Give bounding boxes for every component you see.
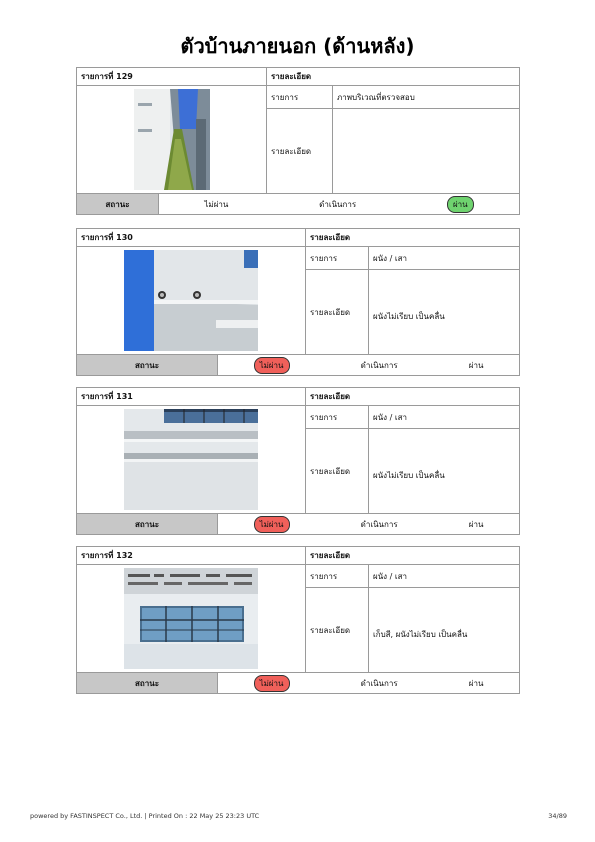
item-label: รายการ <box>271 92 299 102</box>
detail-label: รายละเอียด <box>310 307 351 317</box>
details-header: รายละเอียด <box>305 229 519 246</box>
inspection-photo[interactable] <box>124 250 258 351</box>
status-options <box>217 673 519 693</box>
inspection-photo[interactable] <box>124 568 258 669</box>
status-label: สถานะ <box>77 514 217 534</box>
status-option-in-progress[interactable]: ดำเนินการ <box>319 199 357 209</box>
detail-value: ผนังไม่เรียบ เป็นคลื่น <box>368 270 519 354</box>
detail-label: รายละเอียด <box>310 625 351 635</box>
inspection-photo[interactable] <box>124 409 258 510</box>
details-header: รายละเอียด <box>266 68 519 85</box>
status-option-in-progress[interactable]: ดำเนินการ <box>360 678 398 688</box>
status-option-fail[interactable]: ไม่ผ่าน <box>204 199 229 209</box>
inspection-photo[interactable] <box>134 89 210 190</box>
item-number: รายการที่ 132 <box>81 551 133 560</box>
item-number: รายการที่ 130 <box>81 233 133 242</box>
photo-cell <box>77 86 266 193</box>
inspection-item-132 <box>76 546 520 694</box>
detail-value: ผนังไม่เรียบ เป็นคลื่น <box>368 429 519 513</box>
footer-credits: powered by FASTINSPECT Co., Ltd. | Printed On : 22 May 25 23:23 UTC <box>30 812 260 820</box>
details-header: รายละเอียด <box>305 388 519 405</box>
inspection-item-131 <box>76 387 520 535</box>
inspection-item-129 <box>76 67 520 215</box>
item-number: รายการที่ 129 <box>81 72 133 81</box>
photo-cell <box>77 247 305 354</box>
detail-value <box>332 109 519 193</box>
details-header: รายละเอียด <box>305 547 519 564</box>
item-label: รายการ <box>310 571 338 581</box>
status-option-fail[interactable]: ไม่ผ่าน <box>254 516 290 533</box>
item-number: รายการที่ 131 <box>81 392 133 401</box>
status-option-pass[interactable]: ผ่าน <box>468 678 484 688</box>
photo-cell <box>77 406 305 513</box>
status-options <box>217 355 519 375</box>
detail-value: เก็บสี, ผนังไม่เรียบ เป็นคลื่น <box>368 588 519 672</box>
status-option-fail[interactable]: ไม่ผ่าน <box>254 357 290 374</box>
item-label: รายการ <box>310 412 338 422</box>
detail-label: รายละเอียด <box>310 466 351 476</box>
item-value: ผนัง / เสา <box>368 565 519 587</box>
item-value: ผนัง / เสา <box>368 247 519 269</box>
status-option-in-progress[interactable]: ดำเนินการ <box>360 519 398 529</box>
item-value: ผนัง / เสา <box>368 406 519 428</box>
status-option-in-progress[interactable]: ดำเนินการ <box>360 360 398 370</box>
status-option-fail[interactable]: ไม่ผ่าน <box>254 675 290 692</box>
status-label: สถานะ <box>77 673 217 693</box>
detail-label: รายละเอียด <box>271 146 312 156</box>
status-option-pass[interactable]: ผ่าน <box>447 196 474 213</box>
status-label: สถานะ <box>77 355 217 375</box>
item-value: ภาพบริเวณที่ตรวจสอบ <box>332 86 519 108</box>
status-label: สถานะ <box>77 194 158 214</box>
item-label: รายการ <box>310 253 338 263</box>
status-option-pass[interactable]: ผ่าน <box>468 519 484 529</box>
status-options <box>158 194 519 214</box>
inspection-item-130 <box>76 228 520 376</box>
photo-cell <box>77 565 305 672</box>
page-title: ตัวบ้านภายนอก (ด้านหลัง) <box>180 34 415 58</box>
status-option-pass[interactable]: ผ่าน <box>468 360 484 370</box>
page-number: 34/89 <box>548 812 567 820</box>
status-options <box>217 514 519 534</box>
